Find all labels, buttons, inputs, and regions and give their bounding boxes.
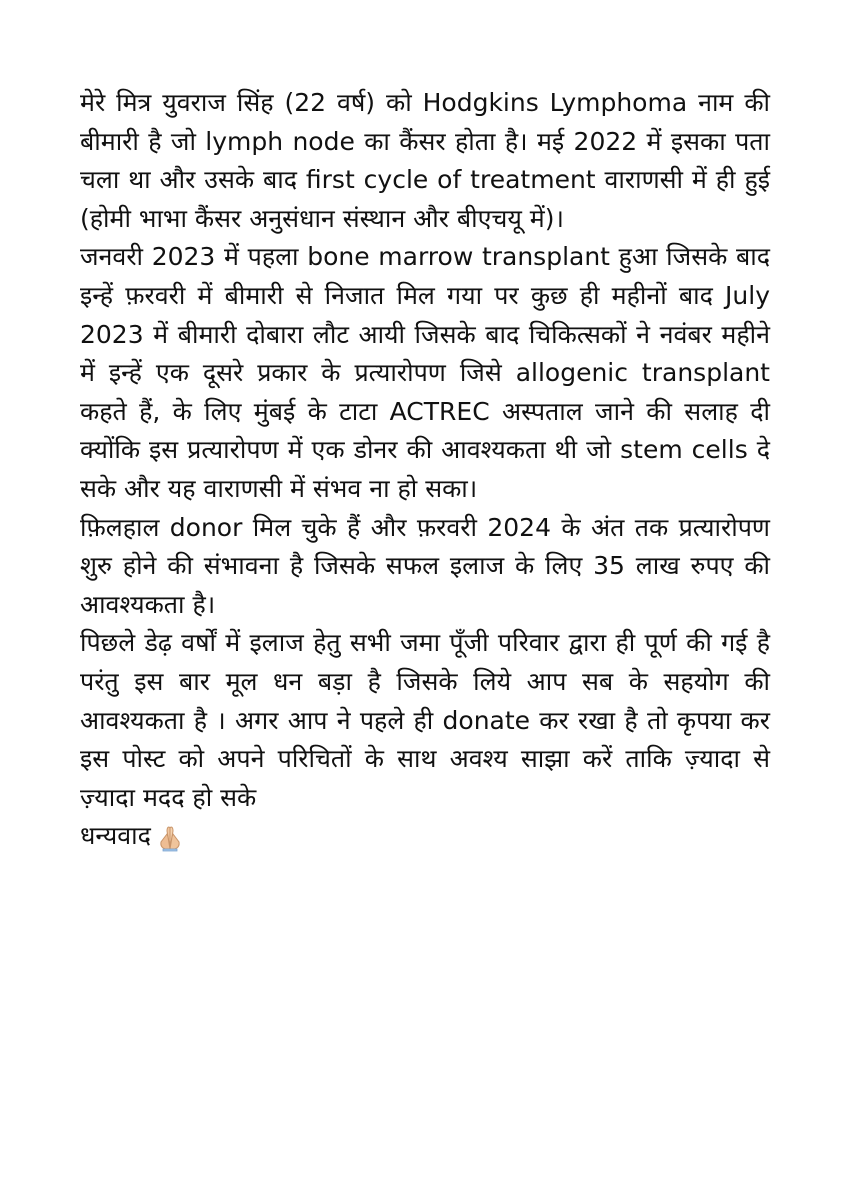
paragraph-donor-cost: फ़िलहाल donor मिल चुके हैं और फ़रवरी 2024 के अंत तक प्रत्यारोपण शुरु होने की संभावना है जिसके सफल इलाज के लिए 35 लाख रुपए की आवश्यकता है।	[80, 512, 770, 619]
closing-line	[80, 817, 770, 856]
paragraph-appeal: पिछले डेढ़ वर्षों में इलाज हेतु सभी जमा पूँजी परिवार द्वारा ही पूर्ण की गई है परंतु इस बार मूल धन बड़ा है जिसके लिये आप सब के सहयोग की आवश्यकता है । अगर आप ने पहले ही donate कर रखा है तो कृपया कर इस पोस्ट को अपने परिचितों के साथ अवश्य साझा करें ताकि ज़्यादा से ज़्यादा मदद हो सके	[80, 628, 770, 812]
paragraph-diagnosis: मेरे मित्र युवराज सिंह (22 वर्ष) को Hodgkins Lymphoma नाम की बीमारी है जो lymph node का कैंसर होता है। मई 2022 में इसका पता चला था और उसके बाद first cycle of treatment वाराणसी में ही हुई (होमी भाभा कैंसर अनुसंधान संस्थान और बीएचयू में)।	[80, 88, 770, 233]
folded-hands-icon	[155, 822, 185, 852]
paragraph-transplant-history: जनवरी 2023 में पहला bone marrow transplant हुआ जिसके बाद इन्हें फ़रवरी में बीमारी से निजात मिल गया पर कुछ ही महीनों बाद July 2023 में बीमारी दोबारा लौट आयी जिसके बाद चिकित्सकों ने नवंबर महीने में इन्हें एक दूसरे प्रकार के प्रत्यारोपण जिसे allogenic transplant कहते हैं, के लिए मुंबई के टाटा ACTREC अस्पताल जाने की सलाह दी क्योंकि इस प्रत्यारोपण में एक डोनर की आवश्यकता थी जो stem cells दे सके और यह वाराणसी में संभव ना हो सका।	[80, 242, 770, 503]
document-body	[80, 84, 770, 856]
closing-text: धन्यवाद	[80, 821, 151, 851]
